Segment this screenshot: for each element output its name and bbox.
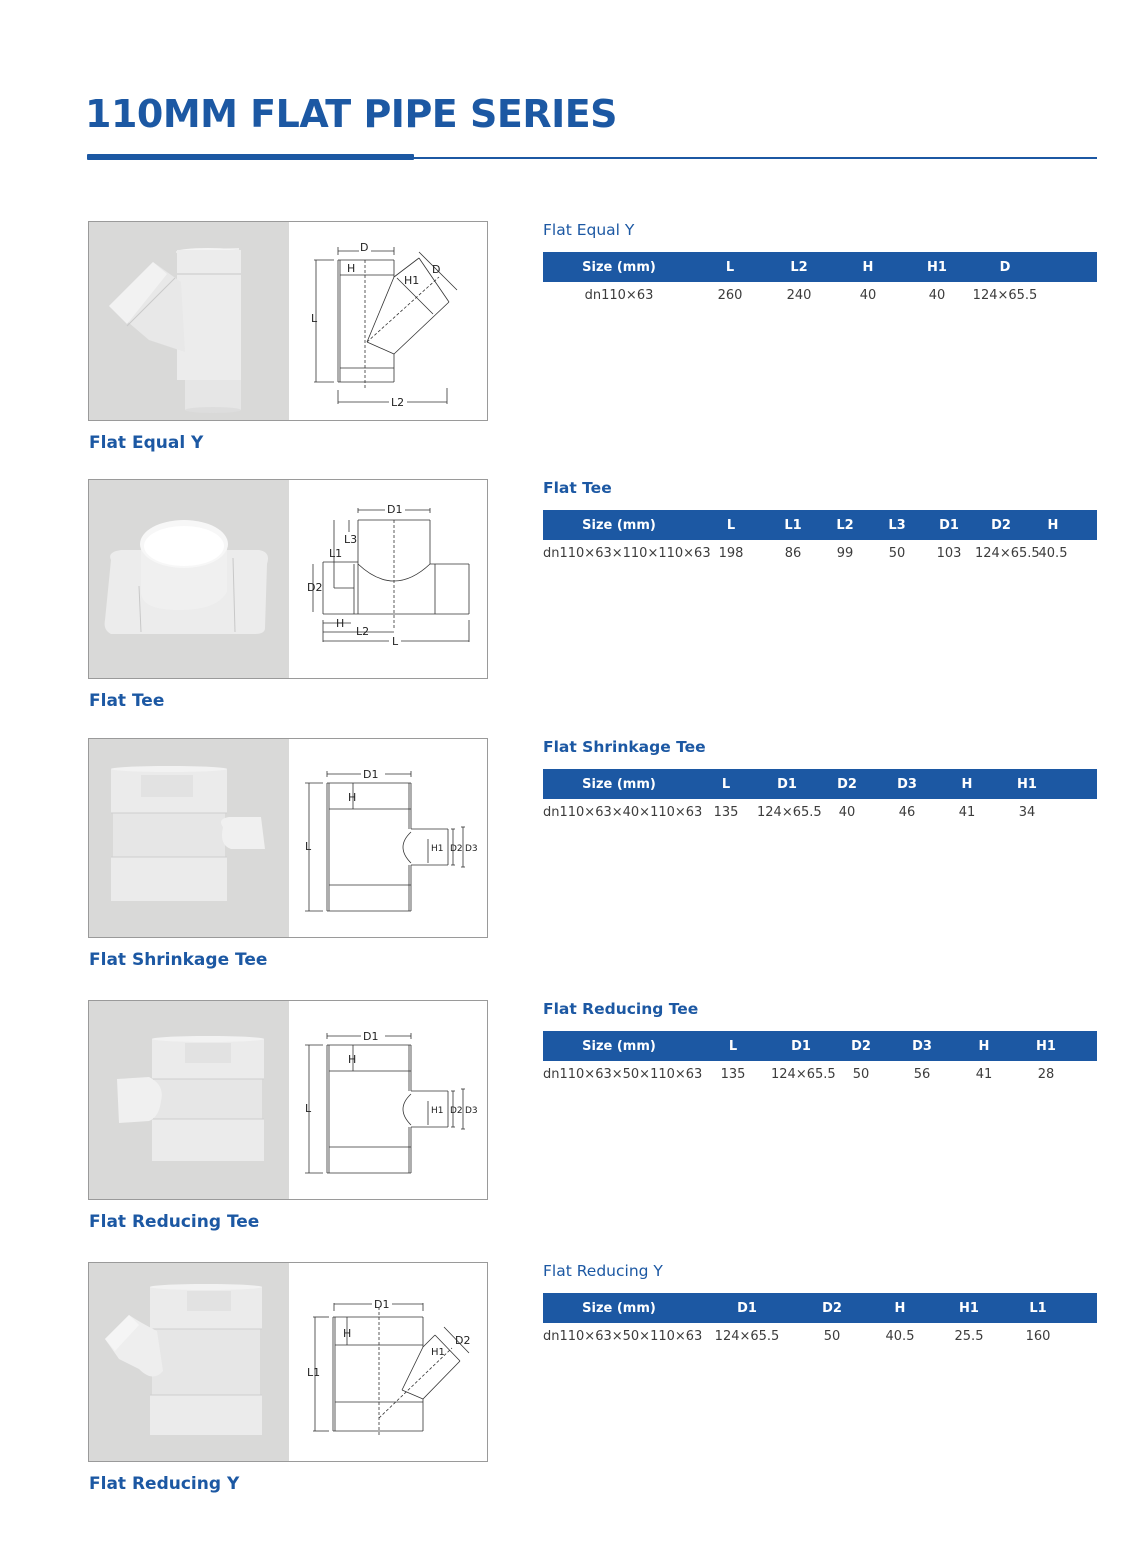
column-header-spacer <box>1079 510 1097 540</box>
dim-label-h: H <box>343 1327 352 1340</box>
product-section-flat-tee <box>0 479 1129 739</box>
table-title: Flat Reducing Y <box>543 1262 663 1280</box>
dim-label-l1: L1 <box>307 1366 321 1379</box>
dim-label-h: H <box>348 791 357 804</box>
table-cell: 124×65.5 <box>757 804 822 820</box>
table-title: Flat Tee <box>543 479 612 497</box>
product-caption: Flat Tee <box>89 691 165 711</box>
table-cell: 50 <box>852 1066 870 1082</box>
table-cell-spacer <box>1073 1323 1097 1349</box>
column-header: Size (mm) <box>543 252 695 282</box>
dim-label-l: L <box>311 312 318 325</box>
column-header-spacer <box>1073 1293 1097 1323</box>
table-cell: 260 <box>717 287 743 303</box>
table-row <box>543 799 1097 825</box>
technical-drawing-flat-reducing-y <box>289 1263 487 1461</box>
technical-drawing-flat-shrinkage-tee <box>289 739 487 937</box>
column-header: D2 <box>975 510 1027 540</box>
column-header: L2 <box>819 510 871 540</box>
table-header-row <box>543 1031 1097 1061</box>
table-cell: 198 <box>718 545 744 561</box>
column-header: D2 <box>831 1031 891 1061</box>
column-header: D1 <box>695 1293 799 1323</box>
product-photo-flat-tee <box>89 480 289 678</box>
table-cell: 160 <box>1025 1328 1051 1344</box>
product-figure <box>88 1000 488 1200</box>
dim-label-l: L <box>305 1102 312 1115</box>
product-caption: Flat Shrinkage Tee <box>89 950 268 970</box>
product-photo-flat-reducing-tee <box>89 1001 289 1199</box>
product-section-flat-reducing-y <box>0 1262 1129 1522</box>
spec-table-flat-reducing-tee <box>543 1031 1097 1087</box>
table-cell: 56 <box>913 1066 931 1082</box>
dim-label-l1: L1 <box>329 547 343 560</box>
table-cell: 50 <box>823 1328 841 1344</box>
table-title: Flat Shrinkage Tee <box>543 738 706 756</box>
column-header: H <box>865 1293 935 1323</box>
column-header: D <box>971 252 1039 282</box>
column-header: L <box>695 252 765 282</box>
table-cell: dn110×63×50×110×63 <box>543 1066 703 1082</box>
table-cell: 40 <box>928 287 946 303</box>
product-caption: Flat Reducing Y <box>89 1474 240 1494</box>
column-header: D2 <box>817 769 877 799</box>
table-cell: 41 <box>958 804 976 820</box>
technical-drawing-flat-equal-y <box>289 222 487 420</box>
dim-label-l: L <box>392 635 399 648</box>
column-header: H1 <box>935 1293 1003 1323</box>
product-caption: Flat Reducing Tee <box>89 1212 260 1232</box>
column-header: H1 <box>1015 1031 1077 1061</box>
spec-table-flat-equal-y <box>543 252 1097 308</box>
table-cell: 50 <box>888 545 906 561</box>
spec-table-flat-shrinkage-tee <box>543 769 1097 825</box>
dim-label-h: H <box>347 262 356 275</box>
dim-label-h: H <box>336 617 345 630</box>
column-header: H <box>937 769 997 799</box>
column-header-spacer <box>1077 1031 1097 1061</box>
dim-label-d: D <box>360 241 369 254</box>
product-section-flat-equal-y <box>0 221 1129 481</box>
column-header: Size (mm) <box>543 769 695 799</box>
column-header: Size (mm) <box>543 1031 695 1061</box>
table-header-row <box>543 252 1097 282</box>
dim-label-d3: D3 <box>465 1106 478 1116</box>
product-figure <box>88 221 488 421</box>
column-header-spacer <box>1057 769 1097 799</box>
title-underline-accent <box>87 154 414 160</box>
dim-label-l3: L3 <box>344 533 358 546</box>
table-cell: 124×65.5 <box>714 1328 780 1344</box>
dim-label-h1: H1 <box>404 274 420 287</box>
column-header: L1 <box>1003 1293 1073 1323</box>
column-header: L2 <box>765 252 833 282</box>
technical-drawing-flat-reducing-tee <box>289 1001 487 1199</box>
dim-label-d2: D2 <box>307 581 323 594</box>
table-cell: dn110×63 <box>584 287 654 303</box>
product-figure <box>88 1262 488 1462</box>
table-cell: 40 <box>838 804 856 820</box>
dim-label-d-branch: D <box>432 263 441 276</box>
dim-label-l: L <box>305 840 312 853</box>
table-title: Flat Reducing Tee <box>543 1000 699 1018</box>
page-title: 110MM FLAT PIPE SERIES <box>85 92 618 136</box>
table-cell-spacer <box>1077 1061 1097 1087</box>
table-cell: 25.5 <box>954 1328 984 1344</box>
table-row <box>543 1061 1097 1087</box>
table-cell: dn110×63×50×110×63 <box>543 1328 703 1344</box>
column-header-spacer <box>1039 252 1097 282</box>
column-header: L3 <box>871 510 923 540</box>
table-cell: 124×65.5 <box>771 1066 836 1082</box>
dim-label-d3: D3 <box>465 844 478 854</box>
product-caption: Flat Equal Y <box>89 433 204 453</box>
dim-label-d2: D2 <box>450 1106 463 1116</box>
dim-label-d2: D2 <box>455 1334 471 1347</box>
table-cell: 41 <box>975 1066 993 1082</box>
column-header: L <box>695 510 767 540</box>
column-header: D3 <box>877 769 937 799</box>
column-header: Size (mm) <box>543 1293 695 1323</box>
table-cell: 135 <box>720 1066 746 1082</box>
column-header: D1 <box>771 1031 831 1061</box>
product-section-flat-shrinkage-tee <box>0 738 1129 998</box>
dim-label-d1: D1 <box>363 1030 379 1043</box>
column-header: H1 <box>997 769 1057 799</box>
table-cell: dn110×63×40×110×63 <box>543 804 703 820</box>
dim-label-d1: D1 <box>387 503 403 516</box>
product-photo-flat-shrinkage-tee <box>89 739 289 937</box>
table-cell: 46 <box>898 804 916 820</box>
product-photo-flat-equal-y <box>89 222 289 420</box>
table-header-row <box>543 510 1097 540</box>
dim-label-h: H <box>348 1053 357 1066</box>
table-title: Flat Equal Y <box>543 221 635 239</box>
column-header: Size (mm) <box>543 510 695 540</box>
table-cell: 34 <box>1018 804 1036 820</box>
column-header: H <box>833 252 903 282</box>
table-cell: 40 <box>859 287 877 303</box>
product-figure <box>88 738 488 938</box>
table-cell: 124×65.5 <box>972 287 1038 303</box>
column-header: L <box>695 769 757 799</box>
table-cell: 28 <box>1037 1066 1055 1082</box>
dim-label-l2: L2 <box>391 396 405 409</box>
dim-label-l2: L2 <box>356 625 370 638</box>
table-cell-spacer <box>1057 799 1097 825</box>
column-header: H1 <box>903 252 971 282</box>
column-header: D2 <box>799 1293 865 1323</box>
dim-label-d1: D1 <box>363 768 379 781</box>
column-header: D1 <box>757 769 817 799</box>
table-cell: 103 <box>936 545 962 561</box>
product-photo-flat-reducing-y <box>89 1263 289 1461</box>
table-row <box>543 1323 1097 1349</box>
dim-label-d2: D2 <box>450 844 463 854</box>
dim-label-h1: H1 <box>431 844 444 854</box>
column-header: D3 <box>891 1031 953 1061</box>
column-header: H <box>1027 510 1079 540</box>
table-header-row <box>543 769 1097 799</box>
table-cell: 240 <box>786 287 812 303</box>
column-header: H <box>953 1031 1015 1061</box>
dim-label-h1: H1 <box>431 1106 444 1116</box>
dim-label-d1: D1 <box>374 1298 390 1311</box>
table-cell-spacer <box>1079 540 1097 566</box>
column-header: D1 <box>923 510 975 540</box>
spec-table-flat-reducing-y <box>543 1293 1097 1349</box>
product-section-flat-reducing-tee <box>0 1000 1129 1260</box>
column-header: L <box>695 1031 771 1061</box>
table-cell-spacer <box>1039 282 1097 308</box>
table-header-row <box>543 1293 1097 1323</box>
table-cell: 40.5 <box>1038 545 1068 561</box>
table-cell: 86 <box>784 545 802 561</box>
table-cell: 40.5 <box>885 1328 915 1344</box>
table-cell: 124×65.5 <box>975 545 1040 561</box>
product-figure <box>88 479 488 679</box>
table-cell: 99 <box>836 545 854 561</box>
table-cell: dn110×63×110×110×63 <box>543 545 711 561</box>
table-row <box>543 540 1097 566</box>
table-row <box>543 282 1097 308</box>
dim-label-h1: H1 <box>431 1347 445 1358</box>
column-header: L1 <box>767 510 819 540</box>
table-cell: 135 <box>713 804 739 820</box>
spec-table-flat-tee <box>543 510 1097 566</box>
technical-drawing-flat-tee <box>289 480 487 678</box>
